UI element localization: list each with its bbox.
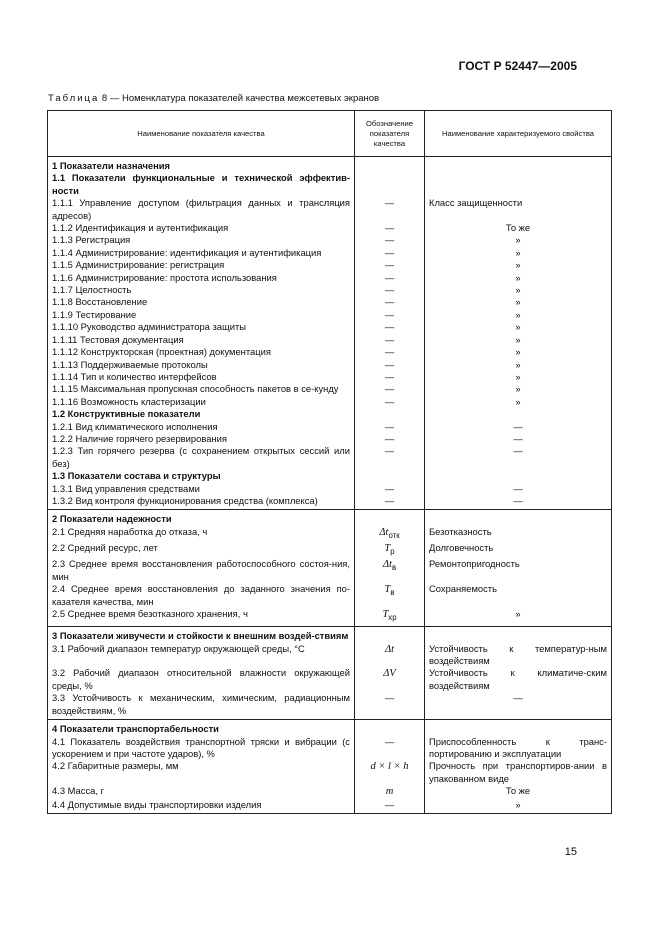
symbol-text: — — [384, 296, 395, 308]
characterized-property: » — [425, 259, 612, 271]
symbol-text: T — [384, 584, 391, 596]
indicator-name: 1.1.5 Администрирование: регистрация — [48, 259, 355, 271]
indicator-symbol — [355, 321, 425, 333]
indicator-name: 1.1.12 Конструкторская (проектная) документация — [48, 346, 355, 358]
table-row — [48, 197, 612, 222]
characterized-property — [425, 157, 612, 173]
symbol-text: — — [384, 432, 395, 444]
table-row — [48, 608, 612, 627]
indicator-name: 4.2 Габаритные размеры, мм — [48, 760, 355, 785]
characterized-property: Устойчивость к температур-ным воздействиям — [425, 643, 612, 668]
indicator-name: 1.3 Показатели состава и структуры — [48, 470, 355, 482]
indicator-symbol — [355, 346, 425, 358]
symbol-text: — — [384, 284, 395, 296]
table-row — [48, 272, 612, 284]
table-row — [48, 359, 612, 371]
indicator-symbol — [355, 542, 425, 558]
characterized-property: » — [425, 334, 612, 346]
characterized-property — [425, 720, 612, 736]
indicator-name: 1.1.1 Управление доступом (фильтрация данных и трансляция адресов) — [48, 197, 355, 222]
symbol-text: m — [385, 786, 394, 798]
symbol-subscript: р — [390, 546, 395, 556]
symbol-text: — — [384, 222, 395, 234]
indicator-symbol — [355, 495, 425, 510]
characterized-property — [425, 470, 612, 482]
characterized-property: » — [425, 234, 612, 246]
indicator-name: 1.3.2 Вид контроля функционирования средства (комплекса) — [48, 495, 355, 510]
characterized-property: — — [425, 445, 612, 470]
indicator-name: 2.2 Средний ресурс, лет — [48, 542, 355, 558]
indicator-name: 1.1.10 Руководство администратора защиты — [48, 321, 355, 333]
indicator-symbol — [355, 720, 425, 736]
characterized-property: » — [425, 799, 612, 814]
indicator-symbol — [355, 247, 425, 259]
characterized-property: » — [425, 608, 612, 627]
table-row — [48, 396, 612, 408]
indicator-name: 1.1 Показатели функциональные и технической эффектив-ности — [48, 172, 355, 197]
quality-indicators-table — [47, 110, 612, 814]
symbol-text: — — [384, 692, 395, 704]
characterized-property: Устойчивость к климатиче-ским воздействиям — [425, 667, 612, 692]
table-row — [48, 720, 612, 736]
indicator-name: 1 Показатели назначения — [48, 157, 355, 173]
table-row — [48, 222, 612, 234]
table-row — [48, 627, 612, 643]
caption-number: 8 — [101, 93, 108, 104]
indicator-symbol — [355, 627, 425, 643]
symbol-text: — — [384, 234, 395, 246]
symbol-text: — — [384, 308, 395, 320]
table-row — [48, 542, 612, 558]
indicator-symbol — [355, 383, 425, 395]
header-name: Наименование показателя качества — [48, 111, 355, 157]
indicator-name: 4.3 Масса, г — [48, 785, 355, 798]
symbol-text: — — [384, 420, 395, 432]
symbol-text: — — [384, 370, 395, 382]
indicator-name: 3.2 Рабочий диапазон относительной влажности окружающей среды, % — [48, 667, 355, 692]
characterized-property: » — [425, 296, 612, 308]
table-row — [48, 483, 612, 495]
indicator-symbol — [355, 309, 425, 321]
indicator-symbol — [355, 526, 425, 542]
caption-label: Таблица — [48, 93, 100, 104]
table-row — [48, 736, 612, 761]
table-row — [48, 785, 612, 798]
table-row — [48, 495, 612, 510]
table-row — [48, 383, 612, 395]
characterized-property: — — [425, 483, 612, 495]
indicator-name: 2.4 Среднее время восстановления до заданного значения по-казателя качества, мин — [48, 583, 355, 608]
characterized-property: — — [425, 433, 612, 445]
indicator-name: 1.1.6 Администрирование: простота использования — [48, 272, 355, 284]
indicator-name: 1.2.3 Тип горячего резерва (с сохранением открытых сессий или без) — [48, 445, 355, 470]
indicator-name: 1.1.15 Максимальная пропускная способность пакетов в се-кунду — [48, 383, 355, 395]
symbol-text: — — [384, 333, 395, 345]
table-row — [48, 510, 612, 526]
characterized-property: — — [425, 495, 612, 510]
header-property: Наименование характеризуемого свойства — [425, 111, 612, 157]
indicator-name: 1.1.3 Регистрация — [48, 234, 355, 246]
characterized-property: » — [425, 346, 612, 358]
indicator-symbol — [355, 157, 425, 173]
table-row — [48, 558, 612, 583]
symbol-text: — — [384, 271, 395, 283]
page-number: 15 — [564, 846, 577, 858]
indicator-symbol — [355, 222, 425, 234]
symbol-text: — — [384, 358, 395, 370]
symbol-text: Δt — [379, 526, 389, 538]
indicator-name: 1.2.2 Наличие горячего резервирования — [48, 433, 355, 445]
table-row — [48, 445, 612, 470]
indicator-name: 4.1 Показатель воздействия транспортной тряски и вибрации (с ускорением и при частоте ударов), % — [48, 736, 355, 761]
characterized-property: Безотказность — [425, 526, 612, 542]
indicator-symbol — [355, 284, 425, 296]
indicator-name: 2.1 Средняя наработка до отказа, ч — [48, 526, 355, 542]
table-row — [48, 321, 612, 333]
characterized-property: » — [425, 321, 612, 333]
symbol-text: — — [384, 735, 395, 747]
characterized-property: — — [425, 421, 612, 433]
symbol-text: ΔV — [383, 668, 396, 680]
characterized-property: » — [425, 359, 612, 371]
symbol-text: — — [384, 246, 395, 258]
table-row — [48, 799, 612, 814]
indicator-symbol — [355, 172, 425, 197]
table-row — [48, 346, 612, 358]
indicator-symbol — [355, 334, 425, 346]
table-row — [48, 309, 612, 321]
indicator-symbol — [355, 608, 425, 627]
indicator-name: 3 Показатели живучести и стойкости к внешним воздей-ствиям — [48, 627, 355, 643]
characterized-property: » — [425, 371, 612, 383]
indicator-symbol — [355, 558, 425, 583]
indicator-symbol — [355, 692, 425, 719]
symbol-text: Δt — [382, 559, 392, 571]
indicator-symbol — [355, 785, 425, 798]
characterized-property: Сохраняемость — [425, 583, 612, 608]
table-row — [48, 284, 612, 296]
indicator-symbol — [355, 421, 425, 433]
indicator-symbol — [355, 259, 425, 271]
table-row — [48, 433, 612, 445]
indicator-name: 1.1.2 Идентификация и аутентификация — [48, 222, 355, 234]
symbol-subscript: отк — [388, 530, 400, 540]
table-row — [48, 470, 612, 482]
table-row — [48, 526, 612, 542]
indicator-symbol — [355, 483, 425, 495]
indicator-symbol — [355, 643, 425, 668]
characterized-property — [425, 510, 612, 526]
table-row — [48, 157, 612, 173]
header-symbol: Обозначение показателя качества — [355, 111, 425, 157]
symbol-text: — — [384, 321, 395, 333]
table-body — [48, 157, 612, 814]
table-row — [48, 692, 612, 719]
characterized-property: То же — [425, 222, 612, 234]
symbol-text: — — [384, 197, 395, 209]
table-row — [48, 760, 612, 785]
indicator-symbol — [355, 667, 425, 692]
symbol-text: d × l × h — [370, 761, 409, 773]
characterized-property: » — [425, 396, 612, 408]
symbol-subscript: в — [391, 563, 397, 573]
symbol-subscript: в — [390, 588, 395, 598]
table-row — [48, 371, 612, 383]
characterized-property: Приспособленность к транс-портированию и эксплуатации — [425, 736, 612, 761]
characterized-property — [425, 172, 612, 197]
table-row — [48, 583, 612, 608]
table-row — [48, 247, 612, 259]
symbol-text: — — [384, 445, 395, 457]
characterized-property: » — [425, 309, 612, 321]
symbol-text: — — [384, 482, 395, 494]
indicator-symbol — [355, 396, 425, 408]
indicator-name: 3.3 Устойчивость к механическим, химическим, радиационным воздействиям, % — [48, 692, 355, 719]
characterized-property: — — [425, 692, 612, 719]
indicator-symbol — [355, 296, 425, 308]
symbol-text: Δt — [384, 643, 395, 655]
table-row — [48, 667, 612, 692]
characterized-property: То же — [425, 785, 612, 798]
indicator-name: 1.1.4 Администрирование: идентификация и аутентификация — [48, 247, 355, 259]
indicator-symbol — [355, 359, 425, 371]
characterized-property: » — [425, 272, 612, 284]
table-row — [48, 234, 612, 246]
indicator-name: 1.2.1 Вид климатического исполнения — [48, 421, 355, 433]
characterized-property: Прочность при транспортиров-ании в упакованном виде — [425, 760, 612, 785]
characterized-property: Класс защищенности — [425, 197, 612, 222]
indicator-symbol — [355, 510, 425, 526]
symbol-text: T — [384, 543, 391, 555]
characterized-property — [425, 408, 612, 420]
table-row — [48, 172, 612, 197]
table-row — [48, 408, 612, 420]
indicator-symbol — [355, 799, 425, 814]
table-row — [48, 296, 612, 308]
table-row — [48, 334, 612, 346]
symbol-text: — — [384, 259, 395, 271]
indicator-name: 1.2 Конструктивные показатели — [48, 408, 355, 420]
characterized-property: Ремонтопригодность — [425, 558, 612, 583]
indicator-symbol — [355, 433, 425, 445]
characterized-property: » — [425, 247, 612, 259]
indicator-name: 1.1.9 Тестирование — [48, 309, 355, 321]
characterized-property — [425, 627, 612, 643]
indicator-symbol — [355, 736, 425, 761]
symbol-text: T — [382, 608, 389, 620]
symbol-text: — — [384, 346, 395, 358]
caption-text: — Номенклатура показателей качества межсетевых экранов — [107, 93, 380, 104]
indicator-name: 2.3 Среднее время восстановления работоспособного состоя-ния, мин — [48, 558, 355, 583]
table-row — [48, 421, 612, 433]
indicator-name: 2 Показатели надежности — [48, 510, 355, 526]
indicator-name: 4.4 Допустимые виды транспортировки изделия — [48, 799, 355, 814]
symbol-subscript: хр — [388, 612, 397, 622]
characterized-property: » — [425, 284, 612, 296]
table-caption — [48, 93, 379, 104]
indicator-symbol — [355, 272, 425, 284]
indicator-symbol — [355, 408, 425, 420]
indicator-name: 2.5 Среднее время безотказного хранения, ч — [48, 608, 355, 627]
symbol-text: — — [384, 395, 395, 407]
indicator-name: 1.1.16 Возможность кластеризации — [48, 396, 355, 408]
table-row — [48, 643, 612, 668]
symbol-text: — — [384, 494, 395, 506]
characterized-property: » — [425, 383, 612, 395]
table-header-row — [48, 111, 612, 157]
indicator-symbol — [355, 583, 425, 608]
indicator-name: 1.3.1 Вид управления средствами — [48, 483, 355, 495]
indicator-symbol — [355, 371, 425, 383]
indicator-symbol — [355, 445, 425, 470]
indicator-name: 1.1.11 Тестовая документация — [48, 334, 355, 346]
indicator-name: 1.1.14 Тип и количество интерфейсов — [48, 371, 355, 383]
indicator-name: 3.1 Рабочий диапазон температур окружающей среды, °С — [48, 643, 355, 668]
indicator-symbol — [355, 197, 425, 222]
indicator-name: 1.1.7 Целостность — [48, 284, 355, 296]
symbol-text: — — [384, 383, 395, 395]
indicator-symbol — [355, 470, 425, 482]
document-id: ГОСТ Р 52447—2005 — [458, 59, 577, 73]
characterized-property: Долговечность — [425, 542, 612, 558]
symbol-text: — — [384, 798, 395, 810]
indicator-name: 1.1.13 Поддерживаемые протоколы — [48, 359, 355, 371]
indicator-name: 4 Показатели транспортабельности — [48, 720, 355, 736]
indicator-symbol — [355, 234, 425, 246]
table-row — [48, 259, 612, 271]
indicator-symbol — [355, 760, 425, 785]
indicator-name: 1.1.8 Восстановление — [48, 296, 355, 308]
